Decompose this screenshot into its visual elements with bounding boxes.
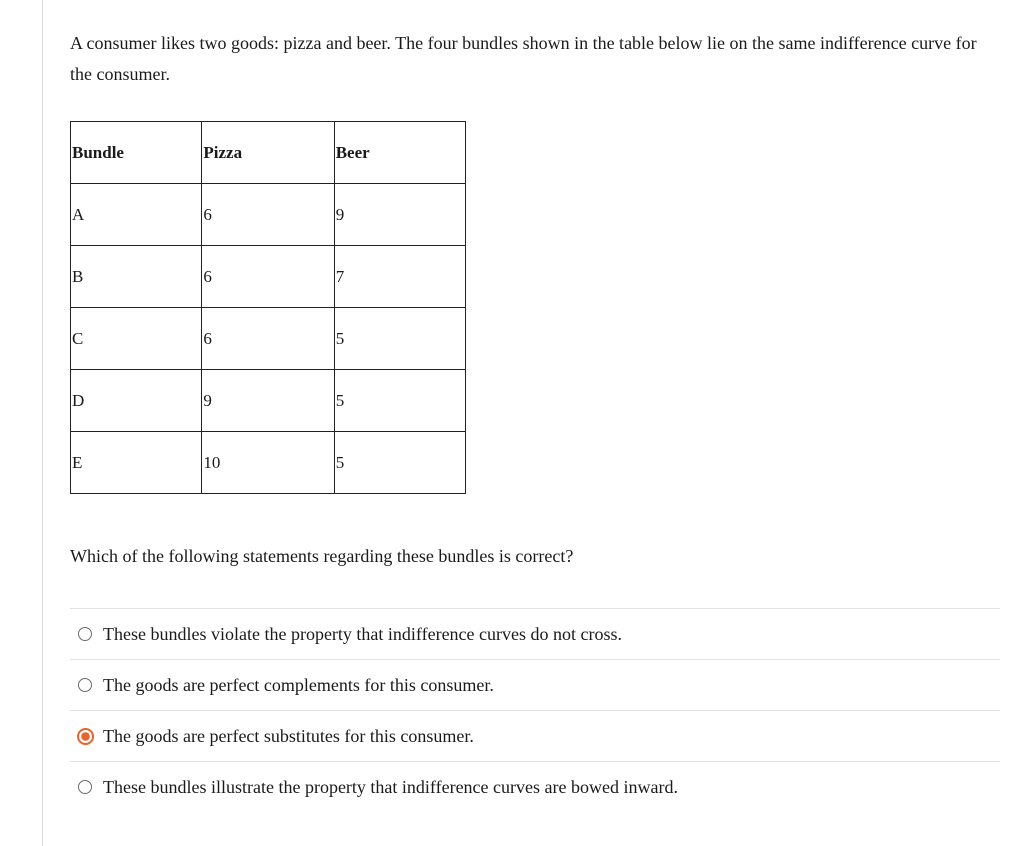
cell-bundle: E [71, 432, 202, 494]
cell-beer: 5 [334, 308, 465, 370]
question-prompt: Which of the following statements regarding these bundles is correct? [70, 546, 574, 566]
table-row [71, 246, 466, 308]
answer-option-4[interactable] [70, 761, 1000, 812]
radio-button[interactable] [78, 780, 92, 794]
left-divider [42, 0, 43, 846]
option-label: The goods are perfect complements for this consumer. [103, 674, 494, 695]
cell-pizza: 6 [202, 308, 334, 370]
cell-bundle: D [71, 370, 202, 432]
header-bundle: Bundle [71, 122, 202, 184]
option-label: The goods are perfect substitutes for this consumer. [103, 725, 474, 746]
table-row [71, 432, 466, 494]
cell-pizza: 6 [202, 184, 334, 246]
answer-options [70, 608, 1000, 812]
table-header-row [71, 122, 466, 184]
cell-bundle: B [71, 246, 202, 308]
table-row [71, 184, 466, 246]
answer-option-2[interactable] [70, 659, 1000, 710]
cell-pizza: 10 [202, 432, 334, 494]
header-pizza: Pizza [202, 122, 334, 184]
question-intro: A consumer likes two goods: pizza and beer. The four bundles shown in the table below lie on the same indifference curve for the consumer. [70, 33, 977, 84]
bundles-table [70, 121, 466, 494]
cell-beer: 7 [334, 246, 465, 308]
cell-bundle: C [71, 308, 202, 370]
question-content [70, 28, 1000, 812]
cell-beer: 9 [334, 184, 465, 246]
radio-button[interactable] [78, 627, 92, 641]
radio-button[interactable] [78, 678, 92, 692]
cell-beer: 5 [334, 432, 465, 494]
table-row [71, 370, 466, 432]
table-row [71, 308, 466, 370]
header-beer: Beer [334, 122, 465, 184]
cell-beer: 5 [334, 370, 465, 432]
option-label: These bundles illustrate the property that indifference curves are bowed inward. [103, 776, 678, 797]
answer-option-1[interactable] [70, 608, 1000, 659]
radio-button[interactable] [77, 728, 94, 745]
cell-pizza: 9 [202, 370, 334, 432]
answer-option-3[interactable] [70, 710, 1000, 761]
cell-bundle: A [71, 184, 202, 246]
cell-pizza: 6 [202, 246, 334, 308]
option-label: These bundles violate the property that indifference curves do not cross. [103, 623, 623, 644]
